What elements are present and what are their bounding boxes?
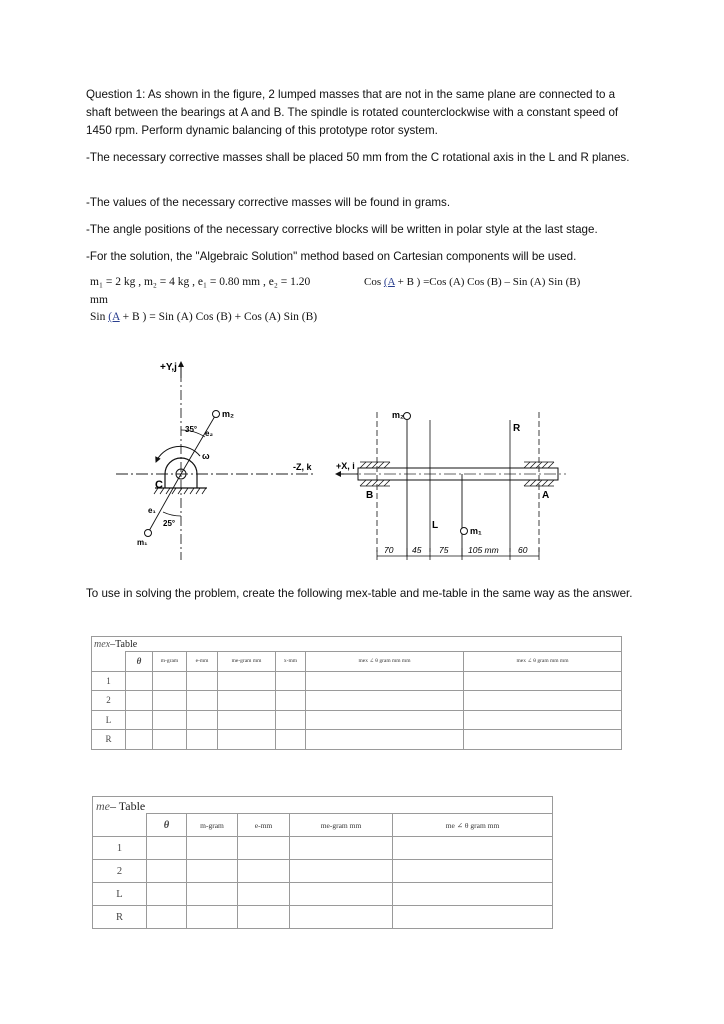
me-header-e: e-mm [238,814,290,837]
me-header-me-theta: me ∠ θ gram mm [393,814,553,837]
e2-label: e₂ [205,429,214,438]
me-header-theta: θ [147,814,187,837]
mex-table-title: mex–Table [94,639,138,650]
sin-identity: Sin (A + B ) = Sin (A) Cos (B) + Cos (A) Sin (B) [90,311,318,323]
me-header-m: m-gram [187,814,238,837]
y-axis-label: +Y,j [160,362,177,373]
mex-header-x: x-mm [276,652,306,672]
dim-60: 60 [518,545,528,555]
me-table-title-row [93,797,553,814]
me-header-row [93,814,553,837]
dim-75: 75 [439,545,449,555]
mex-header-m: m-gram [153,652,187,672]
side-m2-label: m₂ [392,410,405,420]
plane-l-label: L [432,520,439,531]
omega-label: ω [202,451,210,461]
angle-25-label: 25° [163,519,176,528]
mex-header-theta: θ [126,652,153,672]
me-table [92,796,553,929]
bullet-corrective-masses: -The necessary corrective masses shall be placed 50 mm from the C rotational axis in the L and R planes. [86,151,630,164]
mex-table [91,636,622,750]
mex-header-e: e-mm [187,652,218,672]
mex-header-mex-1: mex ∠ θ gram mm mm [306,652,464,672]
mex-header-mex-2: mex ∠ θ gram mm mm [464,652,622,672]
dim-105: 105 mm [468,545,499,555]
mex-header-row [92,652,622,672]
me-row-l: L [93,883,553,906]
angle-35-label: 35° [185,425,198,434]
cos-identity: Cos (A + B ) =Cos (A) Cos (B) – Sin (A) Sin (B) [364,276,581,288]
side-mass-m2 [404,413,411,420]
z-axis-label: -Z, k [293,462,312,472]
mex-row-1: 1 [92,671,622,691]
bearing-b-label: B [366,490,374,501]
me-header-me: me-gram mm [290,814,393,837]
center-c-label: C [155,479,163,491]
mex-header-me: me-gram mm [218,652,276,672]
plane-r-label: R [513,423,521,434]
bullet-algebraic: -For the solution, the "Algebraic Solution" method based on Cartesian components will be used. [86,250,577,263]
side-mass-m1 [461,528,468,535]
mex-row-l: L [92,710,622,730]
dim-70: 70 [384,545,394,555]
dim-45: 45 [412,545,422,555]
m1-label: m₁ [137,538,148,547]
x-axis-label: +X, i [336,461,355,471]
me-row-1: 1 [93,837,553,860]
me-row-2: 2 [93,860,553,883]
me-table-title: me– Table [96,799,146,813]
side-m1-label: m₁ [470,526,482,536]
instruction-text: To use in solving the problem, create the following mex-table and me-table in the same way as the answer. [86,587,633,600]
e1-label: e₁ [148,506,156,515]
mex-row-2: 2 [92,691,622,711]
bullet-grams: -The values of the necessary corrective masses will be found in grams. [86,196,451,209]
given-unit: mm [90,294,108,306]
bullet-polar: -The angle positions of the necessary corrective blocks will be written in polar style at the last stage. [86,223,598,236]
m2-label: m₂ [222,409,235,419]
question-intro: Question 1: As shown in the figure, 2 lumped masses that are not in the same plane are connected to a shaft between the bearings at A and B. The spindle is rotated counterclockwise with a constant speed of 1450 rpm. Perform dynamic balancing of this prototype rotor system. [86,88,619,137]
given-values: m₁ = 2 kg , m₂ = 4 kg , e₁ = 0.80 mm , e₂ = 1.20 [90,276,311,288]
mex-table-title-row [92,637,622,652]
me-row-r: R [93,906,553,929]
mex-row-r: R [92,730,622,750]
bearing-a-label: A [542,490,550,501]
